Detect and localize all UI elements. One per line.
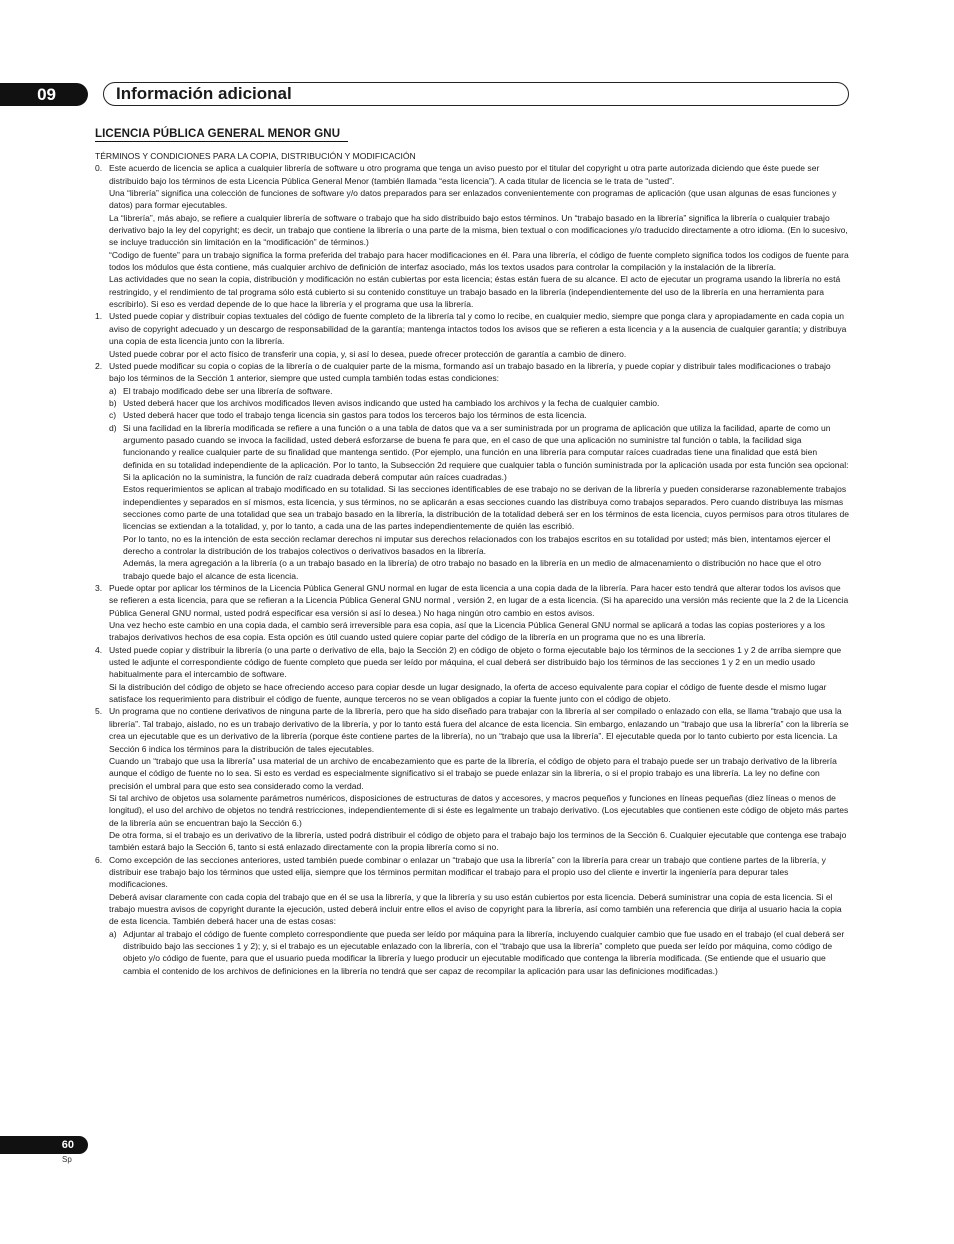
clause-number: 1. [95,311,103,322]
clause-number: 4. [95,644,103,655]
paragraph: Cuando un “trabajo que usa la librería” usa material de un archivo de encabezamiento que es parte de la librería, el código de objeto para el trabajo puede ser un trabajo derivativo de la librería aunque el código de fuente no lo sea. Si esto es verdad es especialmente significativo si el trabajo se puede enlazar sin la librería, o si el propio trabajo es una librería. La ley no define con precisión el umbral para que esto sea considerado como la verdad. [109,755,837,791]
subclause-letter: b) [109,397,117,408]
section-heading: LICENCIA PÚBLICA GENERAL MENOR GNU [95,128,348,142]
paragraph: Adjuntar al trabajo el código de fuente completo correspondiente que pueda ser leído por máquina para la librería, incluyendo cualquier cambio que fue usado en el trabajo (el cual deberá ser distribuido bajo las secciones 1 y 2); y, si el trabajo es un ejecutable enlazado con la librería, con el “trabajo que usa la librería” completo que pueda ser leído por máquina, como código de objeto y/o código de fuente, para que el usuario pueda modificar la librería y luego producir un ejecutable modificado que contenga la librería modificada. (Se entiende que el usuario que cambia el contenido de los archivos de definiciones en la librería no tendrá que ser capaz de recompilar la aplicación para usar las definiciones modificadas.) [123,928,845,976]
clause-6 [95,854,849,977]
page-number: 60 [0,1136,88,1154]
paragraph: Por lo tanto, no es la intención de esta sección reclamar derechos ni imputar sus derechos relacionados con los trabajos escritos en su totalidad por usted; más bien, intentamos ejercer el derecho a controlar la distribución de los trabajos colectivos o derivativos basados en la librería. [123,533,831,556]
clause-2 [95,360,849,582]
paragraph: Si una facilidad en la librería modificada se refiere a una función o a una tabla de datos que va a ser suministrada por un programa de aplicación que utiliza la facilidad, aparte de como un argumento pasado cuando se invoca la facilidad, usted deberá esforzarse de buena fe para que, en el caso de que una aplicación no suministre tal función o tabla, la facilidad siga funcionando y realice cualquier parte de su finalidad que mantenga sentido. (Por ejemplo, una función en una librería para computar raíces cuadradas tiene una finalidad que está bien definida en su totalidad independiente de la aplicación. Por lo tanto, la Subsección 2d requiere que cualquier tabla o función suministrada por la aplicación usada por esta función sea opcional: Si la aplicación no la suministra, la función de raíz cuadrada deberá computar aún raíces cuadradas.) [123,422,849,482]
paragraph: Usted puede cobrar por el acto físico de transferir una copia, y, si así lo desea, puede ofrecer protección de garantía a cambio de dinero. [109,348,627,359]
subclause-c [109,409,849,421]
clause-4 [95,644,849,706]
paragraph: Una “librería” significa una colección de funciones de software y/o datos preparados para ser enlazados convenientemente con programas de aplicación (que usan algunas de esas funciones y datos) para formar ejecutables. [109,188,837,211]
clause-1 [95,310,849,359]
paragraph: Usted puede modificar su copia o copias de la librería o de cualquier parte de la misma, formando así un trabajo basado en la librería, y puede copiar y distribuir tales modificaciones o trabajo bajo los términos de la Sección 1 anterior, siempre que usted cumpla también todas estas condiciones: [109,360,831,384]
clause-number: 0. [95,163,103,174]
paragraph: Usted puede copiar y distribuir copias textuales del código de fuente completo de la librería tal y como lo recibe, en cualquier medio, siempre que ponga clara y apropiadamente en cada copia un aviso de copyright adecuado y un descargo de responsabilidad de la garantía; mantenga intactos todos los avisos que se refieren a esta licencia y a la ausencia de cualquier garantía; y distribuya una copia de esta licencia junto con la librería. [109,311,847,347]
license-text [95,150,849,977]
paragraph: De otra forma, si el trabajo es un derivativo de la librería, usted podrá distribuir el código de objeto para el trabajo bajo los terminos de la Sección 6. Cualquier ejecutable que contenga ese trabajo también estará bajo la Sección 6, tanto si está enlazado directamente con la propia librería como si no. [109,829,847,853]
clause-5 [95,705,849,853]
paragraph: Usted deberá hacer que los archivos modificados lleven avisos indicando que usted ha cambiado los archivos y la fecha de cualquier cambio. [123,397,660,408]
subclause-letter: c) [109,410,117,421]
paragraph: Un programa que no contiene derivativos de ninguna parte de la librería, pero que ha sido diseñado para trabajar con la librería al ser compilado o enlazado con ella, se llama “trabajo que usa la librería”. Tal trabajo, aislado, no es un trabajo derivativo de la librería, y por lo tanto está fuera del alcance de esta licencia. Sin embargo, enlazando un “trabajo que usa la librería” con la librería se crea un ejecutable que es un derivativo de la librería (porque éste contiene partes de la librería), no un “trabajo que usa la librería”. El ejecutable queda por lo tanto cubierto por esta licencia. La Sección 6 indica los términos para la distribución de tales ejecutables. [109,706,849,754]
paragraph: Usted puede copiar y distribuir la librería (o una parte o derivativo de ella, bajo la Sección 2) en código de objeto o forma ejecutable bajo los términos de la secciones 1 y 2 de arriba siempre que usted le adjunte el correspondiente código de fuente completo que pueda ser leído por máquina, el cual deberá ser distribuido bajo los términos de las secciones 1 y 2 en un medio usado habitualmente para el intercambio de software. [109,644,842,680]
paragraph: Las actividades que no sean la copia, distribución y modificación no están cubiertas por esta licencia; éstas están fuera de su alcance. El acto de ejecutar un programa usando la librería no está restringido, y el rendimiento de tal programa sólo está cubierto si su contenido constituye un trabajo basado en la librería (independientemente del uso de la librería en una herramienta para escribirlo). Si eso es verdad depende de lo que hace la librería y el programa que usa la librería. [109,274,841,310]
subclause-a [109,385,849,397]
clause-number: 3. [95,583,103,594]
paragraph: El trabajo modificado debe ser una librería de software. [123,385,333,396]
paragraph: Puede optar por aplicar los términos de la Licencia Pública General GNU normal en lugar de esta licencia a una copia dada de la librería. Para hacer esto tendrá que alterar todos los avisos que se refieren a esta licencia, para que se refieran a la Licencia Pública General GNU normal , versión 2, en lugar de a esta licencia. (Si ha aparecido una versión más reciente que la 2 de la Licencia Pública General GNU normal, usted podrá especificar esa versión si así lo desea.) No haga ningún otro cambio en estos avisos. [109,583,849,618]
paragraph: Una vez hecho este cambio en una copia dada, el cambio será irreversible para esa copia, así que la Licencia Pública General GNU normal se aplicará a todas las copias posteriores y a los trabajos derivativos hechos de esa copia. Esta opción es útil cuando usted quiere copiar parte del código de la librería en un programa que no es una librería. [109,620,825,643]
clause-number: 5. [95,706,103,717]
terms-intro: TÉRMINOS Y CONDICIONES PARA LA COPIA, DISTRIBUCIÓN Y MODIFICACIÓN [95,151,416,161]
subclause-a [109,928,849,977]
paragraph: Estos requerimientos se aplican al trabajo modificado en su totalidad. Si las secciones identificables de ese trabajo no se derivan de la librería y pueden considerarse razonablemente trabajos independientes y separados en sí mismos, esta licencia, y sus términos, no se aplicarán a esas secciones cuando las distribuya como trabajos separados. Pero cuando distribuya las mismas secciones como parte de una totalidad que sea un trabajo basado en la librería, la distribución de la totalidad deberá ser en los términos de esta licencia, cuyos permisos para otros titulares de licencias se extiendan a la totalidad, y, por lo tanto, a cada una de las partes independientemente de quién las escribió. [123,484,849,532]
paragraph: La “librería”, más abajo, se refiere a cualquier librería de software o trabajo que ha sido distribuido bajo estos términos. Un “trabajo basado en la librería” significa la librería o cualquier trabajo derivativo bajo la ley del copyright; es decir, un trabajo que contiene la librería o una parte de la misma, bien textual o con modificaciones y/o traducido directamente a otro idioma. (En lo sucesivo, se incluye traducción sin limitación en la “modificación” de términos.) [109,212,848,248]
subclause-letter: a) [109,928,117,939]
paragraph: Deberá avisar claramente con cada copia del trabajo que en él se usa la librería, y que la librería y su uso están cubiertos por esta licencia. Deberá suministrar una copia de esta licencia. Si el trabajo muestra avisos de copyright durante la ejecución, usted deberá incluir entre ellos el aviso de copyright para la librería, así como también una referencia que dirija al usuario hacia la copia de esta licencia. También deberá hacer una de estas cosas: [109,891,842,927]
paragraph: Si la distribución del código de objeto se hace ofreciendo acceso para copiar desde un lugar designado, la oferta de acceso equivalente para copiar el código de fuente desde el mismo lugar satisface los requerimiento para distribuir el código de fuente, aunque terceros no se vean obligados a copiar la fuente junto con el código de objeto. [109,681,827,705]
chapter-number-badge: 09 [0,83,88,106]
language-code: Sp [62,1155,72,1164]
paragraph: Si tal archivo de objetos usa solamente parámetros numéricos, disposiciones de estructuras de datos y accesores, y macros pequeños y funciones en líneas pequeñas (diez líneas o menos de longitud), el uso del archivo de objetos no tendrá restricciones, independientemente di si éste es legalmente un trabajo derivativo. (Los ejecutables que contienen este código de objeto más partes de la librería aún se encuentran bajo la Sección 6.) [109,792,849,828]
subclause-b [109,397,849,409]
paragraph: Además, la mera agregación a la librería (o a un trabajo basado en la librería) de otro trabajo no basado en la librería en un medio de almacenamiento o distribución no hace que el otro trabajo quede bajo el alcance de esta licencia. [123,558,821,581]
paragraph: Usted deberá hacer que todo el trabajo tenga licencia sin gastos para todos los terceros bajo los términos de esta licencia. [123,410,587,421]
clause-number: 6. [95,854,103,865]
clause-0 [95,162,849,310]
subclause-d [109,422,849,582]
clause-number: 2. [95,360,103,371]
paragraph: Como excepción de las secciones anteriores, usted también puede combinar o enlazar un “trabajo que usa la librería” con la librería para crear un trabajo que contiene partes de la librería, y distribuir ese trabajo bajo los términos que usted elija, siempre que los términos permitan modificar el trabajo para el propio uso del cliente e invertir la ingeniería para depurar tales modificaciones. [109,854,826,890]
paragraph: Este acuerdo de licencia se aplica a cualquier librería de software u otro programa que tenga un aviso puesto por el titular del copyright u otra parte autorizada diciendo que éste puede ser distribuido bajo los términos de esta Licencia Pública General Menor (también llamada “esta licencia”). A cada titular de licencia se le trata de “usted”. [109,163,820,186]
paragraph: “Codigo de fuente” para un trabajo significa la forma preferida del trabajo para hacer modificaciones en él. Para una librería, el código de fuente completo significa todos los codigos de fuente para todos los módulos que ésta contiene, más cualquier archivo de definición de interfaz asociado, más los textos usados para controlar la compilación y la instalación de la librería. [109,249,849,273]
subclause-letter: d) [109,422,117,433]
clause-3 [95,582,849,644]
chapter-title: Información adicional [103,82,849,106]
subclause-letter: a) [109,385,117,396]
